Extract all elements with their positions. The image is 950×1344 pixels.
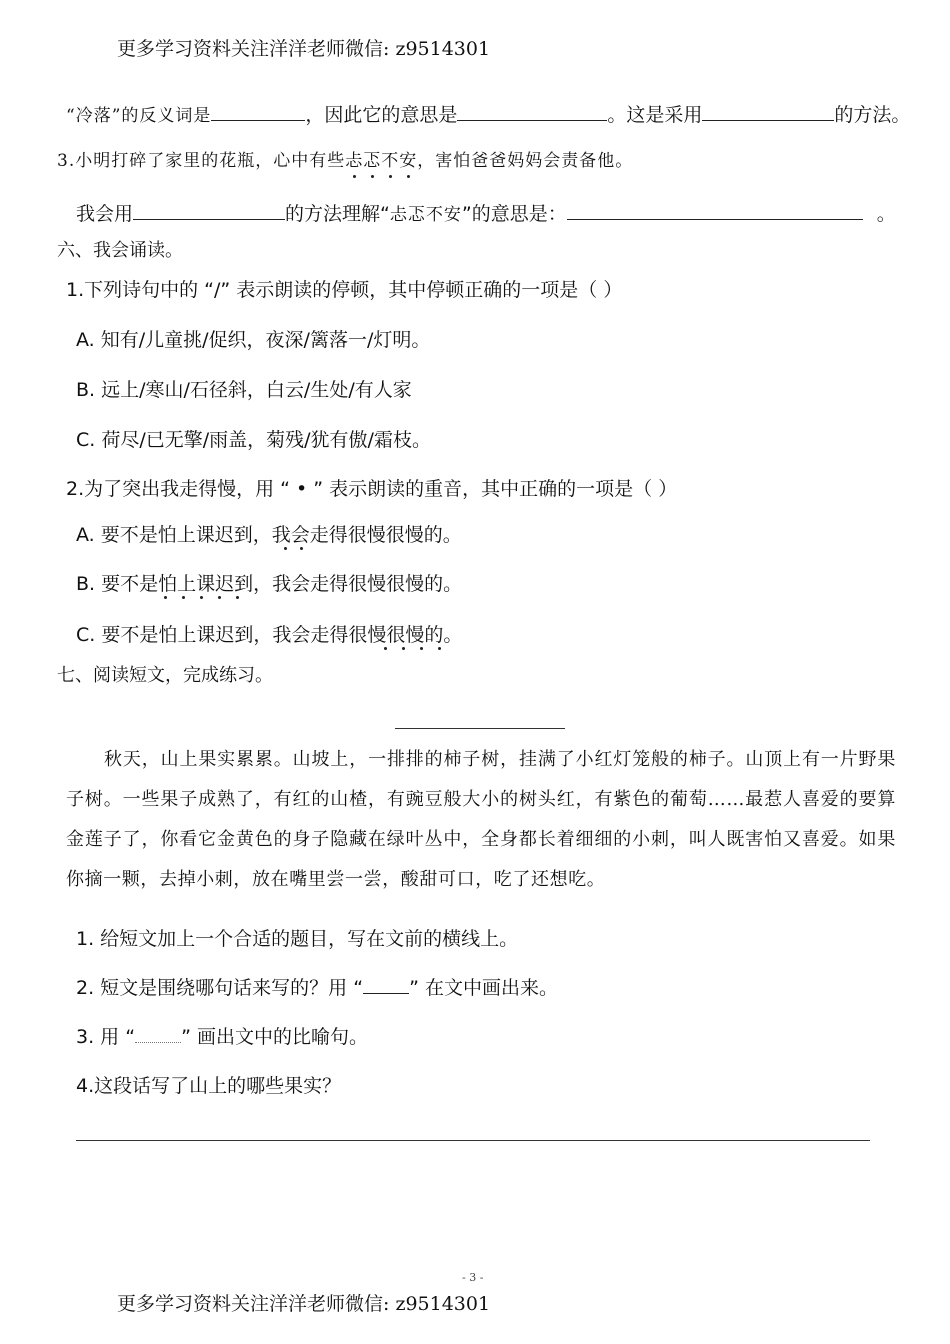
antonym-text-3: 。这是采用 bbox=[607, 104, 703, 126]
page-footer: 更多学习资料关注洋洋老师微信: z9514301 bbox=[117, 1293, 491, 1315]
title-blank-line[interactable] bbox=[395, 728, 565, 729]
q2-option-a: A. 要不是怕上课迟到，我会走得很慢很慢的。 bbox=[76, 524, 462, 546]
q1-option-a: A. 知有/儿童挑/促织，夜深/篱落一/灯明。 bbox=[76, 329, 431, 351]
reading-passage: 秋天，山上果实累累。山坡上，一排排的柿子树，挂满了小红灯笼般的柿子。山顶上有一片野果子树。一些果子成熟了，有红的山楂，有豌豆般大小的树头红，有紫色的葡萄……最惹人喜爱的要算金莲子了，你看它金黄色的身子隐藏在绿叶丛中，全身都长着细细的小刺，叫人既害怕又喜爱。如果你摘一颗，去掉小刺，放在嘴里尝一尝，酸甜可口，吃了还想吃。 bbox=[66, 749, 896, 890]
section-6-title: 六、我会诵读。 bbox=[57, 240, 183, 261]
dotted-char: 安 bbox=[399, 146, 417, 171]
straight-line-sample bbox=[363, 979, 409, 994]
answer-blank-antonym[interactable] bbox=[211, 102, 305, 121]
q1-option-b: B. 远上/寒山/石径斜，白云/生处/有人家 bbox=[76, 379, 412, 401]
q2-text-2: ” 在文中画出来。 bbox=[409, 977, 558, 999]
q3-text-2: ” 画出文中的比喻句。 bbox=[181, 1026, 368, 1048]
q3-answer-text-2: 的方法理解“ bbox=[285, 203, 390, 225]
wavy-line-sample bbox=[135, 1028, 181, 1043]
passage-question-3 bbox=[76, 1022, 368, 1049]
antonym-text-4: 的方法。 bbox=[834, 104, 911, 126]
passage-question-4: 4.这段话写了山上的哪些果实？ bbox=[76, 1075, 342, 1097]
q2-text-1: 2. 短文是围绕哪句话来写的？用 “ bbox=[76, 977, 364, 999]
q3-text-1: 3. 用 “ bbox=[76, 1026, 136, 1048]
answer-blank-q3-method[interactable] bbox=[133, 201, 285, 220]
antonym-question bbox=[66, 100, 910, 127]
section-6-q2: 2.为了突出我走得慢，用 “ • ” 表示朗读的重音，其中正确的一项是（ ） bbox=[66, 478, 678, 500]
q3-prefix: 3.小明打碎了家里的花瓶，心中有些 bbox=[57, 151, 346, 171]
answer-blank-meaning[interactable] bbox=[457, 102, 607, 121]
dotted-char: 忐 bbox=[345, 146, 363, 171]
q3-answer-text-3: ”的意思是： bbox=[461, 203, 567, 225]
antonym-text-2: ，因此它的意思是 bbox=[305, 104, 458, 126]
q3-suffix: ，害怕爸爸妈妈会责备他。 bbox=[417, 151, 634, 171]
stress-dots bbox=[380, 647, 460, 651]
answer-blank-q3-meaning[interactable] bbox=[567, 201, 863, 220]
q3-sentence bbox=[57, 146, 633, 171]
q3-answer-line bbox=[76, 199, 896, 226]
q3-term: 忐忑不安 bbox=[389, 205, 462, 225]
q2-option-c: C. 要不是怕上课迟到，我会走得很慢很慢的。 bbox=[76, 624, 463, 646]
section-6-q1: 1.下列诗句中的 “/” 表示朗读的停顿，其中停顿正确的一项是（ ） bbox=[66, 279, 623, 301]
page-number: - 3 - bbox=[462, 1271, 484, 1284]
dotted-char: 不 bbox=[381, 146, 399, 171]
q2-option-b: B. 要不是怕上课迟到，我会走得很慢很慢的。 bbox=[76, 573, 463, 595]
answer-blank-method[interactable] bbox=[702, 102, 834, 121]
q3-answer-text-1: 我会用 bbox=[76, 203, 134, 225]
passage-question-2 bbox=[76, 973, 558, 1000]
stress-dots bbox=[160, 596, 240, 600]
antonym-text-1: “冷落”的反义词是 bbox=[66, 106, 212, 126]
section-7-title: 七、阅读短文，完成练习。 bbox=[57, 665, 273, 686]
page-header: 更多学习资料关注洋洋老师微信: z9514301 bbox=[117, 38, 491, 60]
stress-dots bbox=[280, 547, 306, 551]
passage-question-1: 1. 给短文加上一个合适的题目，写在文前的横线上。 bbox=[76, 928, 519, 950]
answer-line-q4[interactable] bbox=[76, 1140, 870, 1141]
q3-answer-text-4: 。 bbox=[876, 203, 896, 225]
dotted-char: 忑 bbox=[363, 146, 381, 171]
q1-option-c: C. 荷尽/已无擎/雨盖，菊残/犹有傲/霜枝。 bbox=[76, 429, 431, 451]
